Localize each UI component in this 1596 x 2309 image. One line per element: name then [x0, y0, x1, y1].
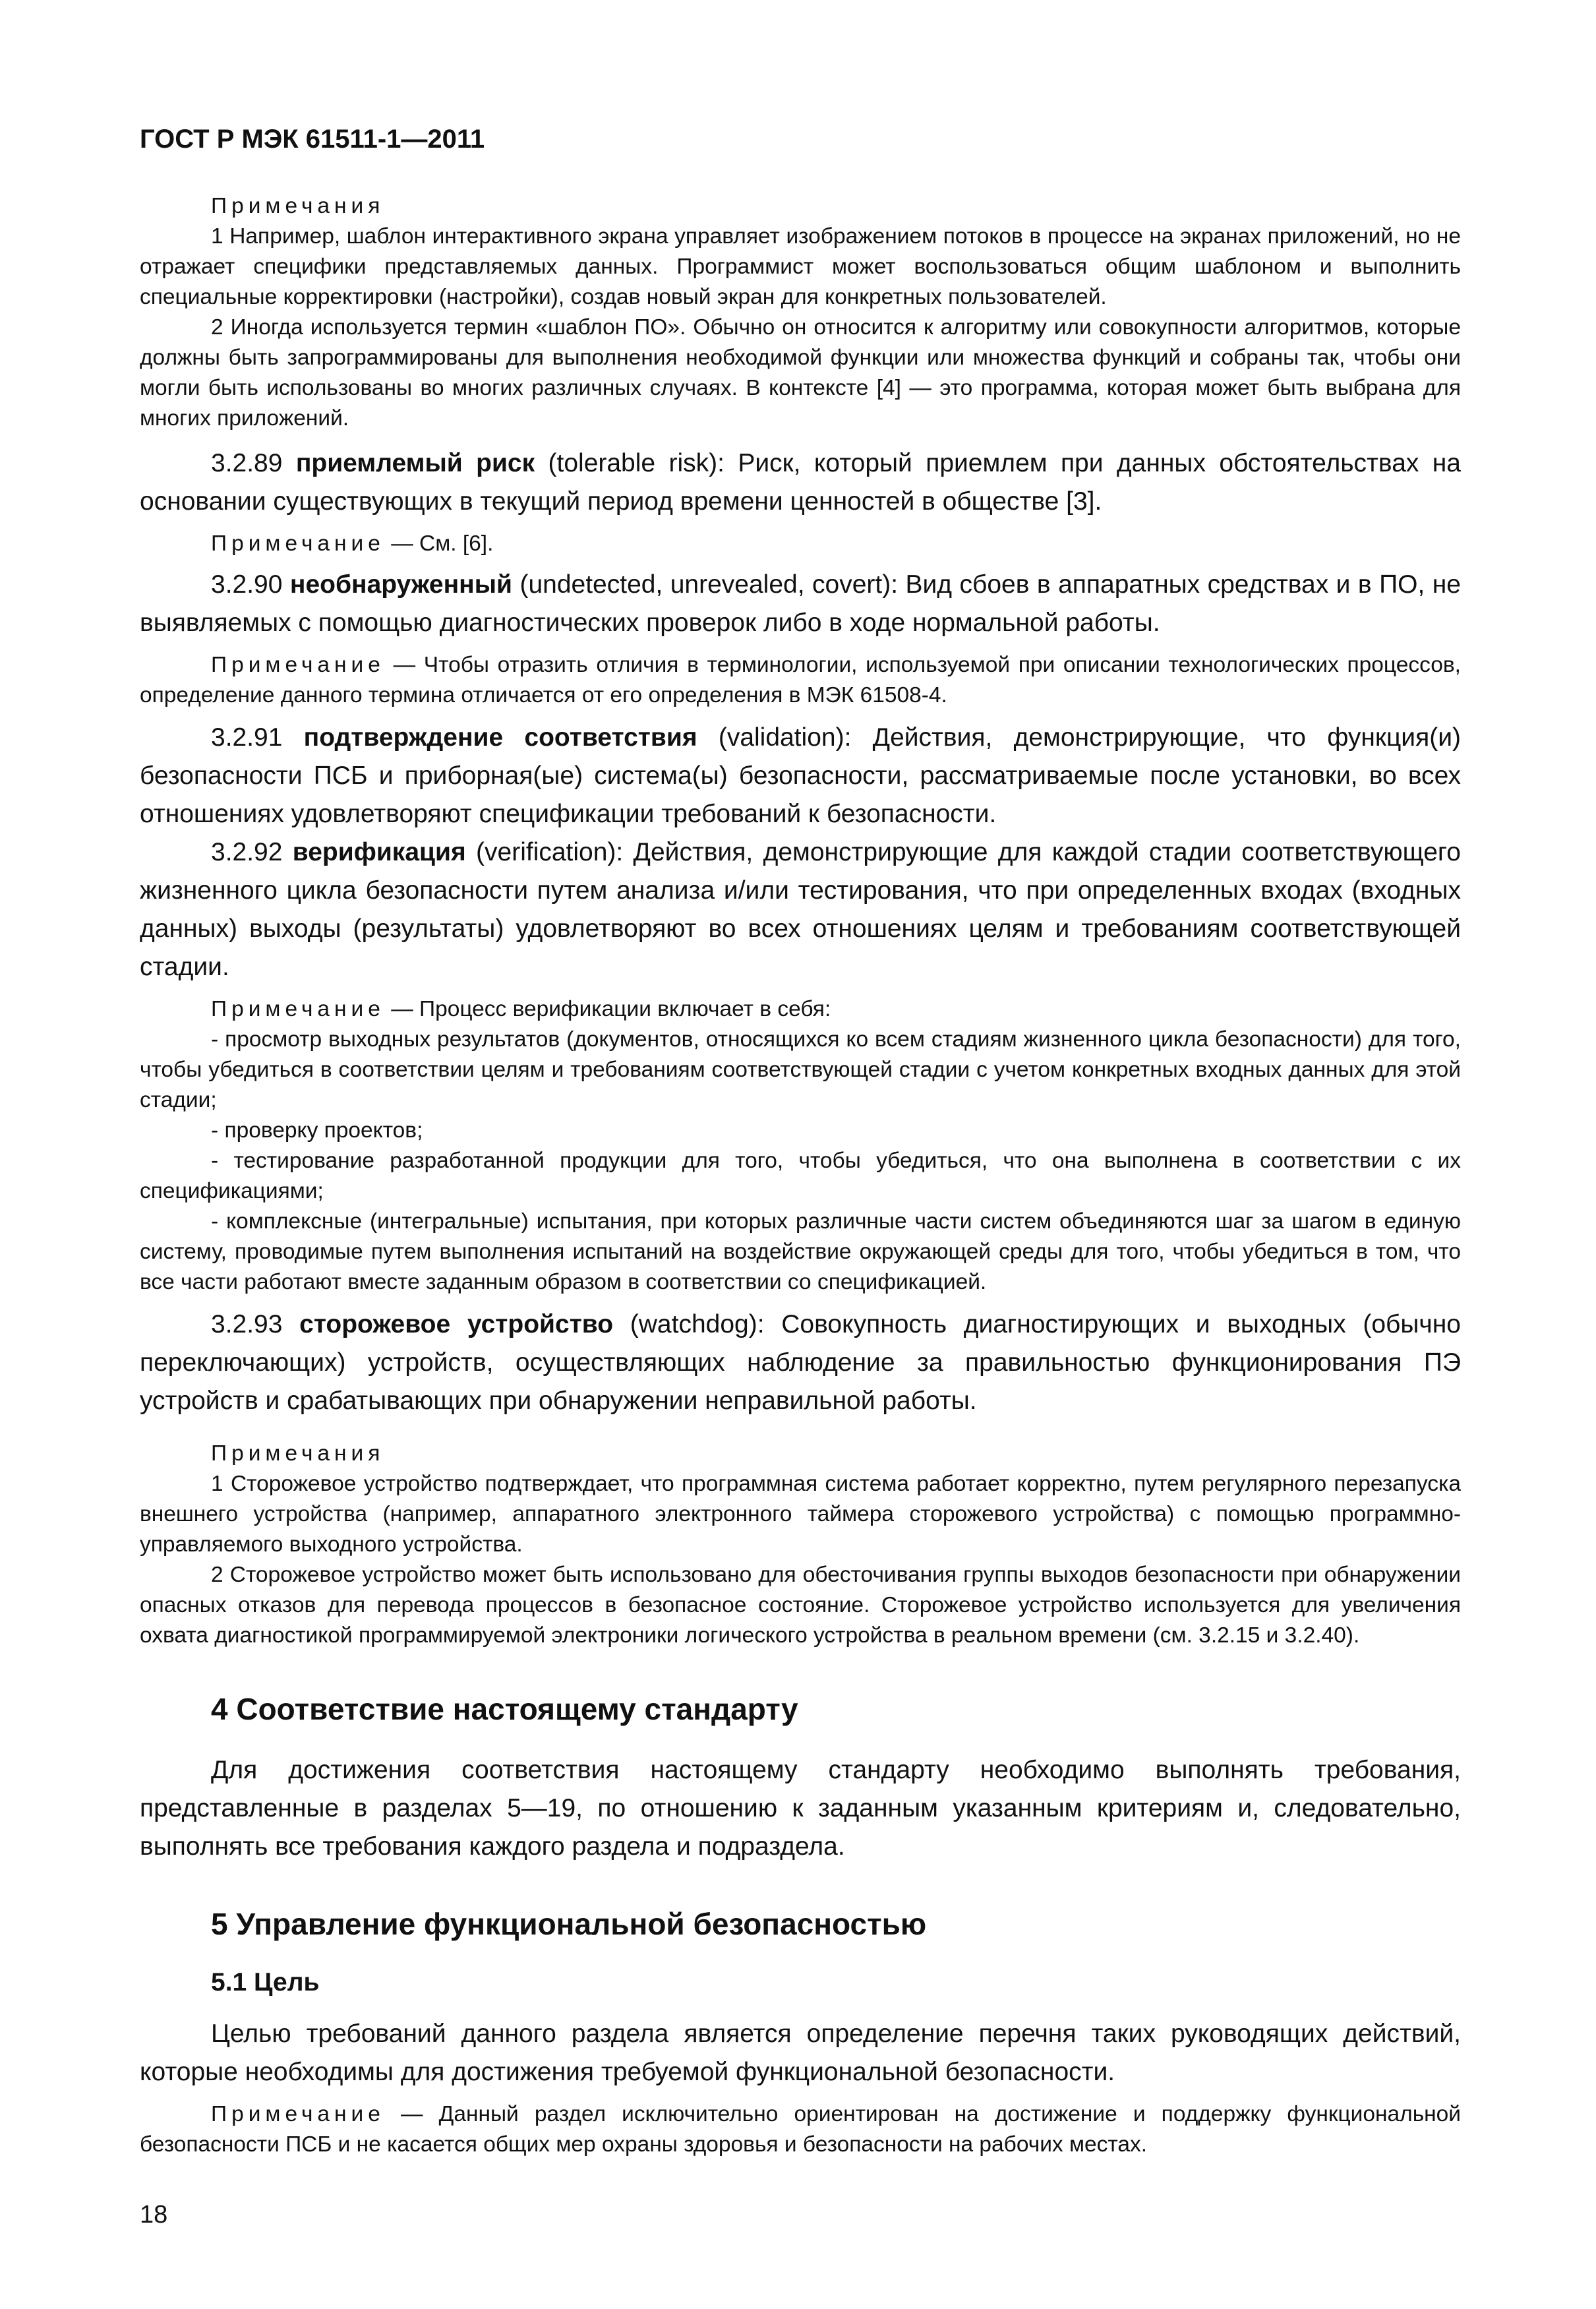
- term-name: приемлемый риск: [295, 449, 535, 477]
- term-number: 3.2.89: [211, 449, 296, 477]
- notes-templates: [140, 191, 1461, 1651]
- note-2: 2 Иногда используется термин «шаблон ПО». Обычно он относится к алгоритму или совокупности алгоритмов, которые должны быть запрограммированы для выполнения необходимой функции или множества функций и собраны так, чтобы они могли быть использованы во многих различных случаях. В контексте [4] — это программа, которая может быть выбрана для многих приложений.: [140, 315, 1461, 431]
- note-text: — См. [6].: [384, 531, 494, 556]
- term-3-2-92: [140, 833, 1461, 986]
- term-number: 3.2.92: [211, 838, 293, 866]
- term-number: 3.2.91: [211, 723, 304, 752]
- term-definition: (verification): Действия, демонстрирующие для каждой стадии соответствующего жизненного цикла безопасности путем анализа и/или тестирования, что при определенных входах (входных данных) выходы (результаты) удовлетворяют во всех отношениях целям и требованиям соответствующей стадии.: [140, 838, 1461, 981]
- term-3-2-93: [140, 1305, 1461, 1420]
- note-text: — Чтобы отразить отличия в терминологии, используемой при описании технологических процессов, определение данного термина отличается от его определения в МЭК 61508-4.: [140, 653, 1461, 707]
- note-label: Примечание: [211, 997, 385, 1021]
- term-number: 3.2.90: [211, 570, 290, 599]
- note-3-2-90: [140, 650, 1461, 711]
- term-name: необнаруженный: [289, 570, 512, 599]
- list-item: - проверку проектов;: [211, 1118, 423, 1143]
- page-number: 18: [140, 2201, 168, 2229]
- note-text: — Данный раздел исключительно ориентирован на достижение и поддержку функциональной безопасности ПСБ и не касается общих мер охраны здоровья и безопасности на рабочих местах.: [140, 2102, 1461, 2157]
- note-1: 1 Сторожевое устройство подтверждает, что программная система работает корректно, путем регулярного перезапуска внешнего устройства (например, аппаратного электронного таймера сторожевого устройства) с помощью программно-управляемого выходного устройства.: [140, 1472, 1461, 1557]
- note-3-2-89: [140, 529, 1461, 559]
- section-4-heading: 4 Соответствие настоящему стандарту: [211, 1692, 798, 1726]
- term-definition: (validation): Действия, демонстрирующие, что функция(и) безопасности ПСБ и приборная(ые) система(ы) безопасности, рассматриваемые после установки, во всех отношениях удовлетворяют спецификации требований к безопасности.: [140, 723, 1461, 828]
- list-item: - просмотр выходных результатов (документов, относящихся ко всем стадиям жизненного цикла безопасности) для того, чтобы убедиться в соответствии целям и требованиям соответствующей стадии с учетом конкретных входных данных для этой стадии;: [140, 1027, 1461, 1112]
- term-3-2-90: [140, 566, 1461, 642]
- term-3-2-89: [140, 444, 1461, 521]
- section-4-body: [140, 1751, 1461, 1866]
- section-5-1-body: [140, 2015, 1461, 2160]
- term-definition: (watchdog): Совокупность диагностирующих и выходных (обычно переключающих) устройств, осуществляющих наблюдение за правильностью функционирования ПЭ устройств и срабатывающих при обнаружении неправильной работы.: [140, 1310, 1461, 1415]
- note-label: Примечание: [211, 653, 385, 677]
- notes-title: Примечания: [211, 1441, 385, 1466]
- section-4-text: Для достижения соответствия настоящему стандарту необходимо выполнять требования, представленные в разделах 5—19, по отношению к заданным указанным критериям и, следовательно, выполнять все требования каждого раздела и подраздела.: [140, 1756, 1461, 1861]
- note-text: — Процесс верификации включает в себя:: [384, 997, 831, 1021]
- list-item: - тестирование разработанной продукции для того, чтобы убедиться, что она выполнена в соответствии с их спецификациями;: [140, 1149, 1461, 1203]
- section-5-1-note: [140, 2099, 1461, 2160]
- subsection-5-1-heading: 5.1 Цель: [211, 1968, 320, 1996]
- section-5-heading: 5 Управление функциональной безопасностью: [211, 1907, 927, 1941]
- list-item: - комплексные (интегральные) испытания, при которых различные части систем объединяются шаг за шагом в единую систему, проводимые путем выполнения испытаний на воздействие окружающей среды для того, чтобы убедиться в том, что все части работают вместе заданным образом в соответствии со спецификацией.: [140, 1209, 1461, 1294]
- note-label: Примечание: [211, 2102, 385, 2126]
- note-3-2-92: [140, 994, 1461, 1025]
- term-3-2-91: [140, 719, 1461, 833]
- note-1: 1 Например, шаблон интерактивного экрана управляет изображением потоков в процессе на экранах приложений, но не отражает специфики представляемых данных. Программист может воспользоваться общим шаблоном и выполнить специальные корректировки (настройки), создав новый экран для конкретных пользователей.: [140, 224, 1461, 309]
- section-5-1-text: Целью требований данного раздела является определение перечня таких руководящих действий, которые необходимы для достижения требуемой функциональной безопасности.: [140, 2020, 1461, 2086]
- term-definition: (undetected, unrevealed, covert): Вид сбоев в аппаратных средствах и в ПО, не выявляемых с помощью диагностических проверок либо в ходе нормальной работы.: [140, 570, 1461, 637]
- note-label: Примечание: [211, 531, 385, 556]
- document-header: ГОСТ Р МЭК 61511-1—2011: [140, 125, 485, 154]
- notes-title: Примечания: [211, 194, 385, 218]
- term-name: верификация: [292, 838, 466, 866]
- term-name: подтверждение соответствия: [303, 723, 697, 752]
- term-name: сторожевое устройство: [299, 1310, 614, 1338]
- term-number: 3.2.93: [211, 1310, 300, 1338]
- term-definition: (tolerable risk): Риск, который приемлем при данных обстоятельствах на основании существующих в текущий период времени ценностей в обществе [3].: [140, 449, 1461, 516]
- note-2: 2 Сторожевое устройство может быть использовано для обесточивания группы выходов безопасности при обнаружении опасных отказов для перевода процессов в безопасное состояние. Сторожевое устройство используется для увеличения охвата диагностикой программируемой электроники логического устройства в реальном времени (см. 3.2.15 и 3.2.40).: [140, 1563, 1461, 1648]
